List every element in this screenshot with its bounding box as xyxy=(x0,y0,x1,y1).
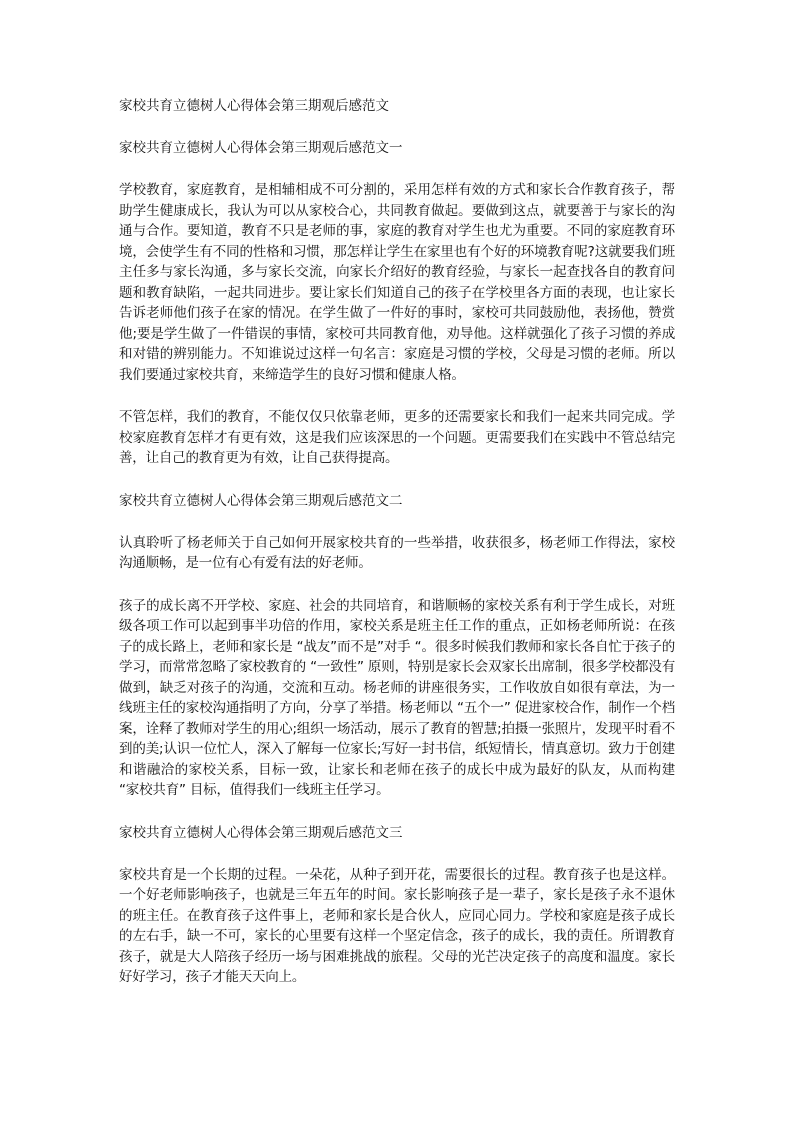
section3-paragraph-1: 家校共育是一个长期的过程。一朵花，从种子到开花，需要很长的过程。教育孩子也是这样。一个好老师影响孩子，也就是三年五年的时间。家长影响孩子是一辈子，家长是孩子永不退休的班主任。在教育孩子这件事上，老师和家长是合伙人，应同心同力。学校和家庭是孩子成长的左右手，缺一不可，家长的心里要有这样一个坚定信念，孩子的成长，我的责任。所谓教育孩子，就是大人陪孩子经历一场与困难挑战的旅程。父母的光芒决定孩子的高度和温度。家长好好学习，孩子才能天天向上。 xyxy=(119,866,675,985)
section-heading-1: 家校共育立德树人心得体会第三期观后感范文一 xyxy=(119,140,403,156)
section2-paragraph-1: 认真聆听了杨老师关于自己如何开展家校共育的一些举措，收获很多，杨老师工作得法，家校沟通顺畅，是一位有心有爱有法的好老师。 xyxy=(119,534,675,571)
section1-paragraph-2: 不管怎样，我们的教育，不能仅仅只依靠老师，更多的还需要家长和我们一起来共同完成。学校家庭教育怎样才有更有效，这是我们应该深思的一个问题。更需要我们在实践中不管总结完善，让自己的教育更为有效，让自己获得提高。 xyxy=(119,409,675,466)
section2-paragraph-2: 孩子的成长离不开学校、家庭、社会的共同培育，和谐顺畅的家校关系有利于学生成长，对班级各项工作可以起到事半功倍的作用，家校关系是班主任工作的重点，正如杨老师所说：在孩子的成长路上，老师和家长是 “战友”而不是”对手 “。很多时候我们教师和家长各自忙于孩子的学习，而常常忽略了家校教育的 “一致性” 原则，特别是家长会双家长出席制，很多学校都没有做到，缺乏对孩子的沟通，交流和互动。杨老师的讲座很务实，工作收放自如很有章法，为一线班主任的家校沟通指明了方向，分享了举措。杨老师以 “五个一” 促进家校合作，制作一个档案，诠释了教师对学生的用心;组织一场活动，展示了教育的智慧;拍摄一张照片，发现平时看不到的美;认识一位忙人，深入了解每一位家长;写好一封书信，纸短情长，情真意切。致力于创建和谐融洽的家校关系，目标一致，让家长和老师在孩子的成长中成为最好的队友，从而构建 “家校共育” 目标，值得我们一线班主任学习。 xyxy=(119,597,675,798)
section-heading-3: 家校共育立德树人心得体会第三期观后感范文三 xyxy=(119,824,403,841)
section-heading-2: 家校共育立德树人心得体会第三期观后感范文二 xyxy=(119,492,403,509)
document-title: 家校共育立德树人心得体会第三期观后感范文 xyxy=(119,98,389,114)
document-body xyxy=(119,96,675,988)
section1-paragraph-1: 学校教育，家庭教育，是相辅相成不可分割的，采用怎样有效的方式和家长合作教育孩子，帮助学生健康成长，我认为可以从家校合心，共同教育做起。要做到这点，就要善于与家长的沟通与合作。要知道，教育不只是老师的事，家庭的教育对学生也尤为重要。不同的家庭教育环境，会使学生有不同的性格和习惯，那怎样让学生在家里也有个好的环境教育呢?这就要我们班主任多与家长沟通，多与家长交流，向家长介绍好的教育经验，与家长一起查找各自的教育问题和教育缺陷，一起共同进步。要让家长们知道自己的孩子在学校里各方面的表现，也让家长告诉老师他们孩子在家的情况。在学生做了一件好的事时，家校可共同鼓励他，表扬他，赞赏他;要是学生做了一件错误的事情，家校可共同教育他，劝导他。这样就强化了孩子习惯的养成和对错的辨别能力。不知谁说过这样一句名言：家庭是习惯的学校，父母是习惯的老师。所以我们要通过家校共育，来缔造学生的良好习惯和健康人格。 xyxy=(119,182,675,383)
